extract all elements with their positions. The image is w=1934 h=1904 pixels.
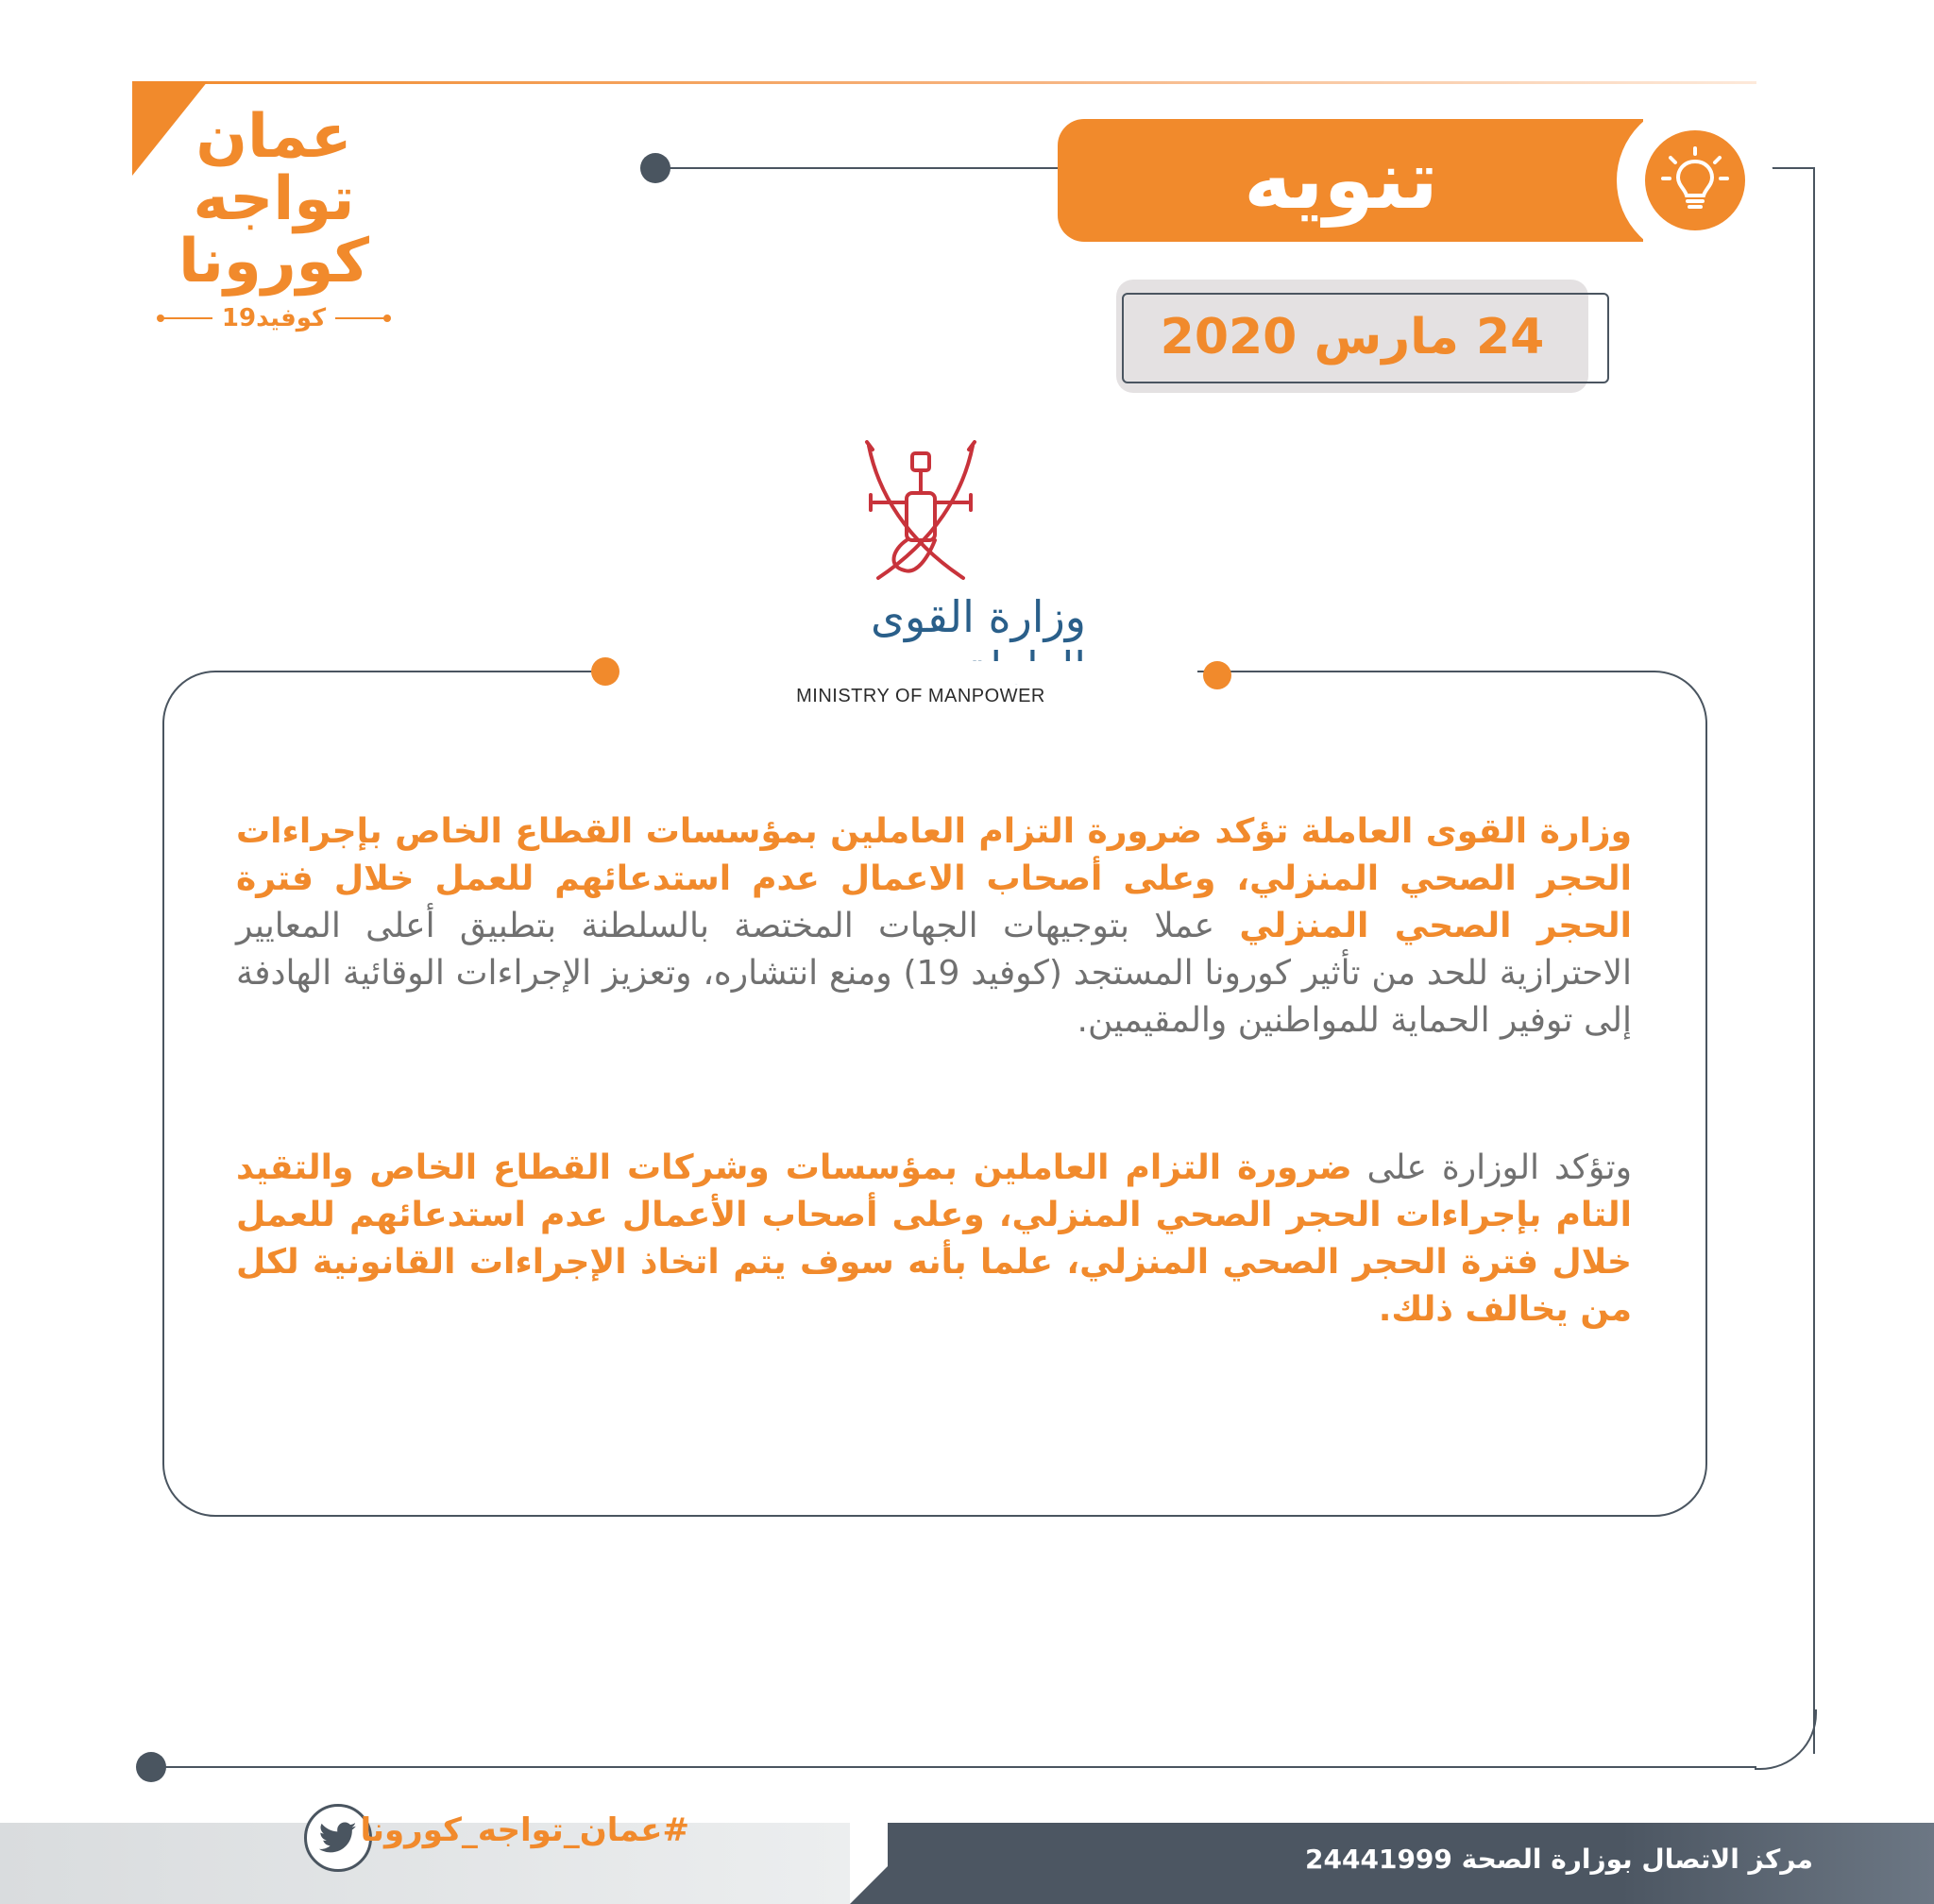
page-title: تنويه (1244, 133, 1438, 228)
campaign-subtitle (161, 304, 387, 332)
content-box (162, 671, 1707, 1517)
paragraph-1 (236, 808, 1632, 1045)
campaign-logo (161, 102, 387, 332)
paragraph-1-body: عملا بتوجيهات الجهات المختصة بالسلطنة بتطبيق أعلى المعايير الاحترازية للحد من تأثير كورونا المستجد (كوفيد 19) ومنع انتشاره، وتعزيز الإجراءات الوقائية الهادفة إلى توفير الحماية للمواطنين والمقيمين. (236, 907, 1632, 1040)
content-box-gap (612, 661, 1197, 684)
frame-dot (136, 1752, 166, 1782)
campaign-subtitle-text: كوفيد19 (221, 304, 327, 332)
oman-emblem (850, 436, 992, 597)
campaign-line-1: عمان (195, 102, 352, 172)
top-accent-line (132, 81, 1756, 84)
accent-dot (1203, 661, 1231, 689)
announcement-date: 24 مارس 2020 (1160, 309, 1545, 366)
ministry-name-arabic: وزارة القوى (871, 591, 1086, 642)
frame-line (1813, 167, 1815, 1754)
paragraph-1-highlight: وزارة القوى العاملة تؤكد ضرورة التزام العاملين بمؤسسات القطاع الخاص بإجراءات الحجر الصحي المنزلي، وعلى أصحاب الاعمال عدم استدعائهم للعمل خلال فترة الحجر الصحي المنزلي (236, 812, 1632, 945)
ministry-name-english: MINISTRY OF MANPOWER (796, 686, 1045, 706)
campaign-line-3: كورونا (178, 227, 370, 297)
campaign-hashtag[interactable]: #عمان_تواجه_كورونا (360, 1811, 689, 1849)
divider (161, 317, 212, 319)
footer-slant (850, 1823, 931, 1904)
divider (335, 317, 387, 319)
frame-line (667, 167, 1063, 169)
accent-dot (591, 657, 619, 686)
campaign-line-2: تواجه (193, 164, 355, 234)
frame-line (151, 1766, 1756, 1768)
paragraph-2 (236, 1145, 1632, 1334)
lightbulb-icon (1645, 130, 1745, 230)
frame-corner (1755, 1709, 1817, 1770)
paragraph-2-body: وتؤكد الوزارة على (1351, 1148, 1632, 1187)
paragraph-2-highlight: ضرورة التزام العاملين بمؤسسات وشركات القطاع الخاص والتقيد التام بإجراءات الحجر الصحي المنزلي، وعلى أصحاب الأعمال عدم استدعائهم للعمل خلال فترة الحجر الصحي المنزلي، علما بأنه سوف يتم اتخاذ الإجراءات القانونية لكل من يخالف ذلك. (236, 1148, 1632, 1329)
contact-center-phone: مركز الاتصال بوزارة الصحة 24441999 (1305, 1844, 1813, 1875)
